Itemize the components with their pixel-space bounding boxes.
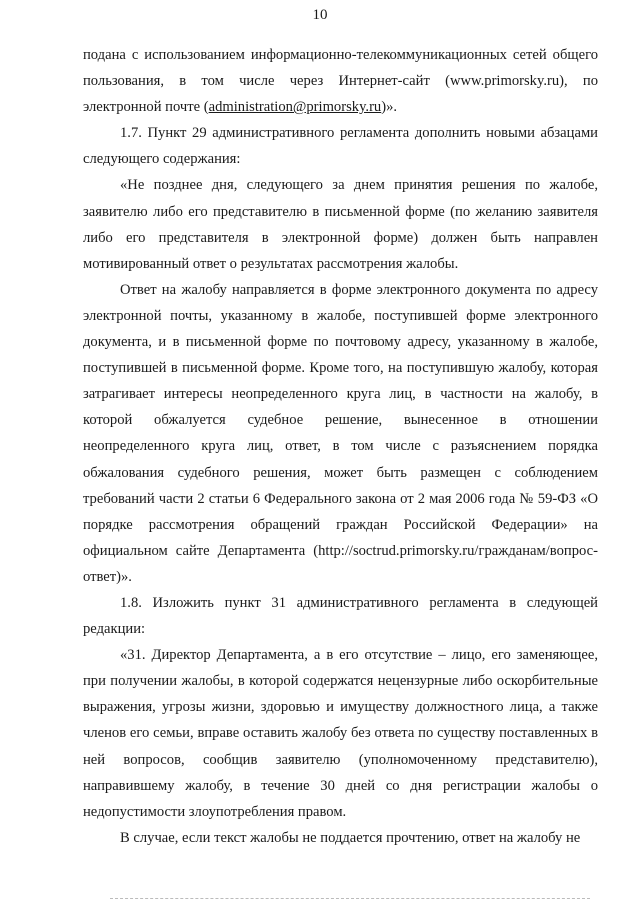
paragraph-continuation <box>83 42 598 120</box>
paragraph-quote-response: «Не позднее дня, следующего за днем принятия решения по жалобе, заявителю либо его представителю в письменной форме (по желанию заявителя либо его представителя в электронной форме) должен быть направлен мотивированный ответ о результатах рассмотрения жалобы. <box>83 177 598 272</box>
bottom-divider <box>110 898 590 899</box>
paragraph-text: подана с использованием информационно-телекоммуникационных сетей общего пользования, в том числе через Интернет-сайт (www.primorsky.ru), по электронной почте ( <box>83 47 598 116</box>
page-number: 10 <box>312 7 328 23</box>
paragraph-unreadable: В случае, если текст жалобы не поддается прочтению, ответ на жалобу не <box>120 829 581 846</box>
paragraph-31: «31. Директор Департамента, а в его отсутствие – лицо, его заменяющее, при получении жалобы, в которой содержатся нецензурные либо оскорбительные выражения, угрозы жизни, здоровью и имуществу должностного лица, а также членов его семьи, вправе оставить жалобу без ответа по существу поставленных в ней вопросов, сообщив заявителю (уполномоченному представителю), направившему жалобу, в течение 30 дней со дня регистрации жалобы о недопустимости злоупотребления правом. <box>83 647 598 820</box>
document-body <box>83 42 598 851</box>
email-link[interactable]: administration@primorsky.ru <box>208 99 382 116</box>
paragraph-1-7: 1.7. Пункт 29 административного регламента дополнить новыми абзацами следующего содержания: <box>83 125 598 168</box>
paragraph-1-8: 1.8. Изложить пункт 31 административного регламента в следующей редакции: <box>83 594 598 638</box>
paragraph-text-end: )». <box>381 99 398 116</box>
paragraph-response-delivery: Ответ на жалобу направляется в форме электронного документа по адресу электронной почты, указанному в жалобе, поступившей форме электронного документа, и в письменной форме по почтовому адресу, указанному в жалобе, поступившей в письменной форме. Кроме того, на поступившую жалобу, которая затрагивает интересы неопределенного круга лиц, в частности на жалобу, в которой обжалуется судебное решение, вынесенное в отношении неопределенного круга лиц, ответ, в том числе с разъяснением порядка обжалования судебного решения, может быть размещен с соблюдением требований части 2 статьи 6 Федерального закона от 2 мая 2006 года № 59-ФЗ «О порядке рассмотрения обращений граждан Российской Федерации» на официальном сайте Департамента (http://soctrud.primorsky.ru/гражданам/вопрос-ответ)». <box>83 281 598 585</box>
